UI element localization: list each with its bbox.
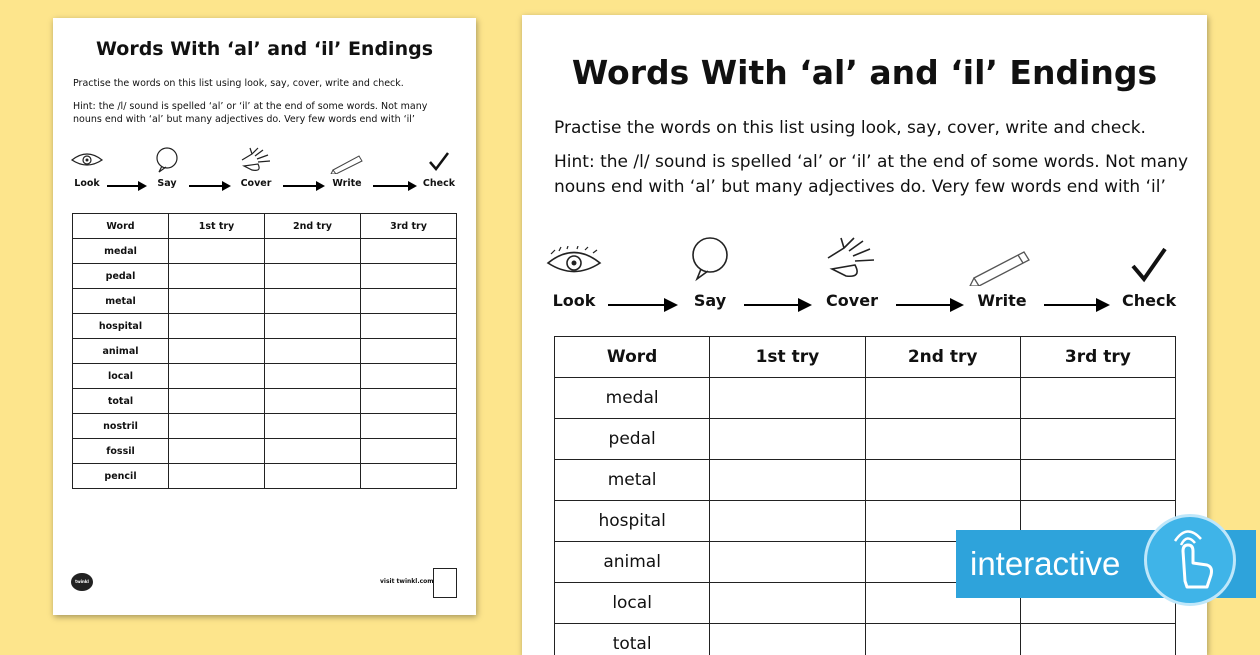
column-header: Word: [73, 214, 169, 239]
try-cell[interactable]: [361, 464, 457, 489]
word-cell: hospital: [73, 314, 169, 339]
table-row: [555, 378, 1176, 419]
try-cell[interactable]: [361, 364, 457, 389]
worksheet-intro: Practise the words on this list using look, say, cover, write and check.: [73, 78, 404, 89]
step-label: Cover: [233, 178, 279, 189]
try-cell[interactable]: [169, 464, 265, 489]
step-look: [71, 146, 103, 194]
try-cell[interactable]: [710, 419, 865, 460]
step-label: Write: [327, 178, 367, 189]
arrow-icon: [283, 185, 323, 187]
try-cell[interactable]: [265, 439, 361, 464]
arrow-icon: [744, 304, 810, 306]
column-header: 3rd try: [361, 214, 457, 239]
footer-url: visit twinkl.com: [380, 578, 434, 585]
step-cover: [820, 230, 884, 320]
table-row: [73, 239, 457, 264]
worksheet-thumbnail: [53, 18, 476, 615]
try-cell[interactable]: [361, 264, 457, 289]
worksheet-title: Words With ‘al’ and ‘il’ Endings: [53, 38, 476, 60]
table-header-row: [73, 214, 457, 239]
try-cell[interactable]: [361, 339, 457, 364]
step-check: [421, 146, 457, 194]
try-cell[interactable]: [1020, 460, 1175, 501]
word-cell: animal: [73, 339, 169, 364]
try-cell[interactable]: [169, 339, 265, 364]
try-cell[interactable]: [1020, 378, 1175, 419]
try-cell[interactable]: [265, 314, 361, 339]
table-row: [555, 624, 1176, 655]
arrow-icon: [896, 304, 962, 306]
step-say: [688, 230, 732, 320]
hand-icon: [822, 234, 882, 282]
try-cell[interactable]: [710, 542, 865, 583]
try-cell[interactable]: [169, 289, 265, 314]
word-cell: hospital: [555, 501, 710, 542]
worksheet-title: Words With ‘al’ and ‘il’ Endings: [522, 53, 1207, 92]
column-header: 2nd try: [265, 214, 361, 239]
try-cell[interactable]: [265, 464, 361, 489]
word-cell: pedal: [73, 264, 169, 289]
step-label: Write: [972, 291, 1032, 310]
try-cell[interactable]: [169, 389, 265, 414]
try-cell[interactable]: [265, 339, 361, 364]
table-row: [73, 364, 457, 389]
touch-hand-icon: [1144, 514, 1236, 606]
try-cell[interactable]: [710, 583, 865, 624]
word-cell: animal: [555, 542, 710, 583]
column-header: 2nd try: [865, 337, 1020, 378]
word-cell: pencil: [73, 464, 169, 489]
worksheet-hint: Hint: the /l/ sound is spelled ‘al’ or ‘il’ at the end of some words. Not many nouns end with ‘al’ but many adjectives do. Very few words end with ‘il’: [73, 100, 453, 126]
try-cell[interactable]: [265, 389, 361, 414]
word-cell: fossil: [73, 439, 169, 464]
try-cell[interactable]: [169, 439, 265, 464]
steps-row: [71, 146, 461, 196]
arrow-icon: [608, 304, 676, 306]
table-row: [73, 464, 457, 489]
try-cell[interactable]: [865, 419, 1020, 460]
step-label: Say: [151, 178, 183, 189]
practice-table: [554, 336, 1176, 655]
table-row: [73, 414, 457, 439]
try-cell[interactable]: [169, 239, 265, 264]
step-say: [151, 146, 183, 194]
word-cell: nostril: [73, 414, 169, 439]
try-cell[interactable]: [710, 501, 865, 542]
speech-bubble-icon: [154, 146, 180, 174]
step-label: Look: [552, 291, 596, 310]
try-cell[interactable]: [265, 364, 361, 389]
try-cell[interactable]: [710, 624, 865, 655]
try-cell[interactable]: [710, 378, 865, 419]
pencil-icon: [968, 246, 1036, 286]
try-cell[interactable]: [169, 314, 265, 339]
try-cell[interactable]: [710, 460, 865, 501]
word-cell: local: [73, 364, 169, 389]
table-row: [73, 389, 457, 414]
word-cell: total: [555, 624, 710, 655]
step-label: Check: [421, 178, 457, 189]
try-cell[interactable]: [361, 289, 457, 314]
table-row: [73, 264, 457, 289]
eye-icon: [70, 150, 104, 170]
word-cell: pedal: [555, 419, 710, 460]
word-cell: local: [555, 583, 710, 624]
arrow-icon: [189, 185, 229, 187]
word-cell: metal: [555, 460, 710, 501]
try-cell[interactable]: [265, 264, 361, 289]
table-row: [555, 419, 1176, 460]
try-cell[interactable]: [361, 389, 457, 414]
step-label: Cover: [820, 291, 884, 310]
table-row: [555, 460, 1176, 501]
try-cell[interactable]: [265, 414, 361, 439]
try-cell[interactable]: [265, 239, 361, 264]
column-header: 1st try: [710, 337, 865, 378]
table-row: [73, 339, 457, 364]
interactive-label: interactive: [970, 545, 1120, 583]
table-row: [73, 289, 457, 314]
try-cell[interactable]: [361, 439, 457, 464]
word-cell: medal: [555, 378, 710, 419]
arrow-icon: [373, 185, 415, 187]
try-cell[interactable]: [265, 289, 361, 314]
try-cell[interactable]: [1020, 419, 1175, 460]
step-look: [552, 230, 596, 320]
word-cell: medal: [73, 239, 169, 264]
step-write: [972, 230, 1032, 320]
steps-row: [552, 230, 1187, 320]
interactive-badge[interactable]: [956, 530, 1256, 598]
try-cell[interactable]: [169, 414, 265, 439]
worksheet-intro: Practise the words on this list using look, say, cover, write and check.: [554, 118, 1146, 138]
practice-table: [72, 213, 457, 489]
column-header: 1st try: [169, 214, 265, 239]
step-write: [327, 146, 367, 194]
try-cell[interactable]: [865, 378, 1020, 419]
pencil-icon: [329, 152, 365, 174]
try-cell[interactable]: [865, 624, 1020, 655]
speech-bubble-icon: [689, 236, 731, 282]
arrow-icon: [1044, 304, 1108, 306]
step-label: Look: [71, 178, 103, 189]
try-cell[interactable]: [169, 264, 265, 289]
checkmark-icon: [428, 150, 450, 172]
try-cell[interactable]: [361, 414, 457, 439]
try-cell[interactable]: [169, 364, 265, 389]
word-cell: metal: [73, 289, 169, 314]
step-label: Say: [688, 291, 732, 310]
step-check: [1122, 230, 1176, 320]
table-header-row: [555, 337, 1176, 378]
eye-icon: [545, 246, 603, 280]
table-row: [73, 439, 457, 464]
try-cell[interactable]: [1020, 624, 1175, 655]
step-cover: [233, 146, 279, 194]
try-cell[interactable]: [361, 314, 457, 339]
column-header: 3rd try: [1020, 337, 1175, 378]
try-cell[interactable]: [865, 460, 1020, 501]
hand-icon: [238, 146, 274, 174]
table-row: [73, 314, 457, 339]
arrow-icon: [107, 185, 145, 187]
column-header: Word: [555, 337, 710, 378]
worksheet-hint: Hint: the /l/ sound is spelled ‘al’ or ‘il’ at the end of some words. Not many nouns end with ‘al’ but many adjectives do. Very few words end with ‘il’: [554, 150, 1194, 200]
try-cell[interactable]: [361, 239, 457, 264]
word-cell: total: [73, 389, 169, 414]
footer-badge-icon: [433, 568, 457, 598]
twinkl-logo: twinkl go!: [71, 573, 93, 591]
checkmark-icon: [1129, 244, 1169, 284]
step-label: Check: [1122, 291, 1176, 310]
